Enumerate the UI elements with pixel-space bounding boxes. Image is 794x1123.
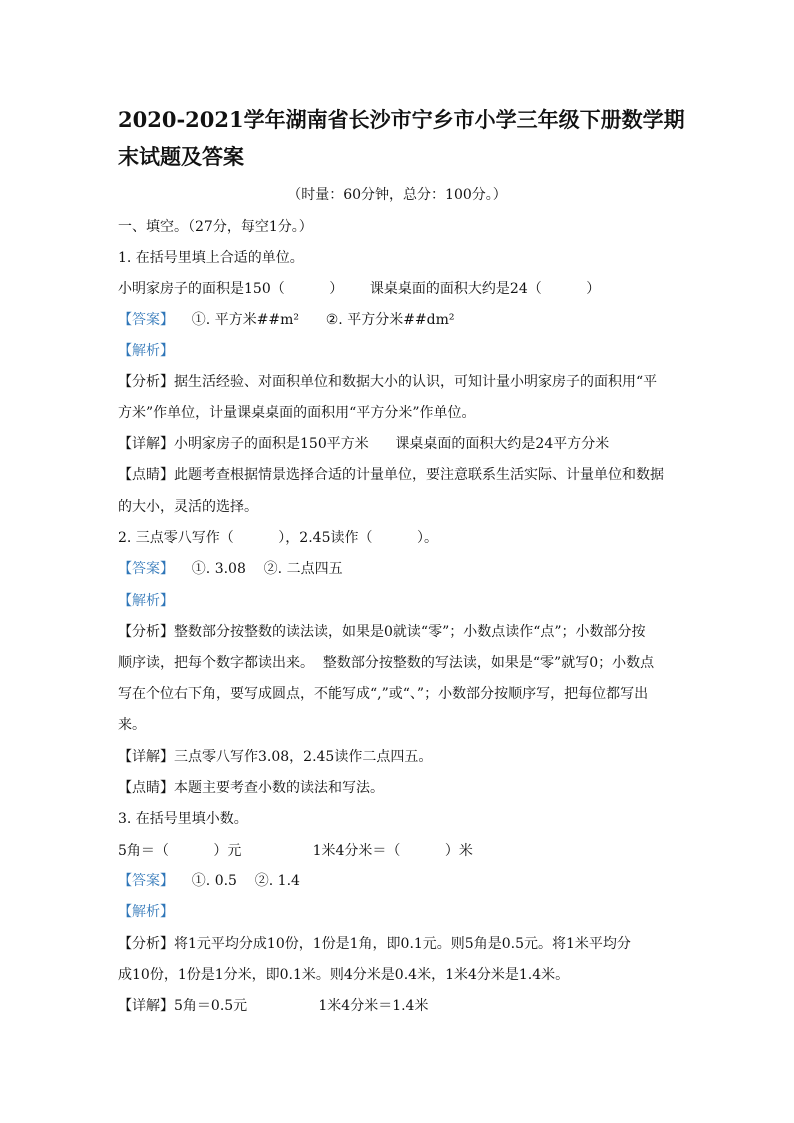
xiangjie-label: 【详解】 — [118, 998, 174, 1014]
q1-dianjing-1: 此题考查根据情景选择合适的计量单位，要注意联系生活实际、计量单位和数据 — [174, 467, 664, 483]
fenxi-label: 【分析】 — [118, 374, 174, 390]
q1-xiangjie: 小明家房子的面积是150平方米 课桌桌面的面积大约是24平方分米 — [174, 436, 610, 452]
q1-dianjing-2: 的大小，灵活的选择。 — [118, 499, 258, 515]
exam-info: （时量：60分钟，总分：100分。） — [287, 187, 507, 203]
q2-fenxi-1: 整数部分按整数的读法读，如果是0就读“零”；小数点读作“点”；小数部分按 — [174, 624, 646, 640]
q2-answer-text: ①. 3.08 ②. 二点四五 — [174, 561, 343, 577]
q2-stem: 2. 三点零八写作（ ），2.45读作（ ）。 — [118, 530, 438, 546]
q3-analysis-label: 【解析】 — [118, 904, 174, 920]
xiangjie-label: 【详解】 — [118, 749, 174, 765]
q3-fenxi-2: 成10份，1份是1分米，即0.1米。则4分米是0.4米，1米4分米是1.4米。 — [118, 967, 570, 983]
q1-fenxi-2: 方米”作单位，计量课桌桌面的面积用“平方分米”作单位。 — [118, 405, 476, 421]
q2-fenxi-2: 顺序读，把每个数字都读出来。 整数部分按整数的写法读，如果是“零”就写0；小数点 — [118, 655, 655, 671]
fenxi-label: 【分析】 — [118, 624, 174, 640]
q2-xiangjie: 三点零八写作3.08，2.45读作二点四五。 — [174, 749, 433, 765]
q3-answer-text: ①. 0.5 ②. 1.4 — [174, 873, 300, 889]
q1-question: 小明家房子的面积是150（ ） 课桌桌面的面积大约是24（ ） — [118, 281, 601, 297]
q2-fenxi-3: 写在个位右下角，要写成圆点，不能写成“,”或“、”；小数部分按顺序写，把每位都写出 — [118, 686, 649, 702]
q3-fenxi-1: 将1元平均分成10份，1份是1角，即0.1元。则5角是0.5元。将1米平均分 — [174, 936, 631, 952]
q1-analysis-label: 【解析】 — [118, 343, 174, 359]
q3-xiangjie: 5角＝0.5元 1米4分米＝1.4米 — [174, 998, 429, 1014]
q2-fenxi-4: 来。 — [118, 717, 146, 733]
q3-question: 5角＝（ ）元 1米4分米＝（ ）米 — [118, 843, 473, 859]
answer-label: 【答案】 — [118, 561, 174, 577]
q3-stem: 3. 在括号里填小数。 — [118, 811, 248, 827]
q1-stem: 1. 在括号里填上合适的单位。 — [118, 250, 304, 266]
section-heading: 一、填空。（27分，每空1分。） — [118, 219, 313, 235]
q2-dianjing: 本题主要考查小数的读法和写法。 — [174, 780, 384, 796]
q3-answer — [118, 872, 300, 890]
q1-fenxi-1: 据生活经验、对面积单位和数据大小的认识，可知计量小明家房子的面积用“平 — [174, 374, 658, 390]
fenxi-label: 【分析】 — [118, 936, 174, 952]
document-title-line-2: 末试题及答案 — [118, 144, 244, 169]
q1-answer — [118, 311, 455, 329]
answer-label: 【答案】 — [118, 312, 174, 328]
document-title-line-1: 2020-2021学年湖南省长沙市宁乡市小学三年级下册数学期 — [118, 107, 685, 132]
answer-label: 【答案】 — [118, 873, 174, 889]
q1-answer-text: ①. 平方米##m² ②. 平方分米##dm² — [174, 312, 455, 328]
xiangjie-label: 【详解】 — [118, 436, 174, 452]
dianjing-label: 【点睛】 — [118, 780, 174, 796]
q2-analysis-label: 【解析】 — [118, 593, 174, 609]
dianjing-label: 【点睛】 — [118, 467, 174, 483]
q2-answer — [118, 560, 343, 578]
